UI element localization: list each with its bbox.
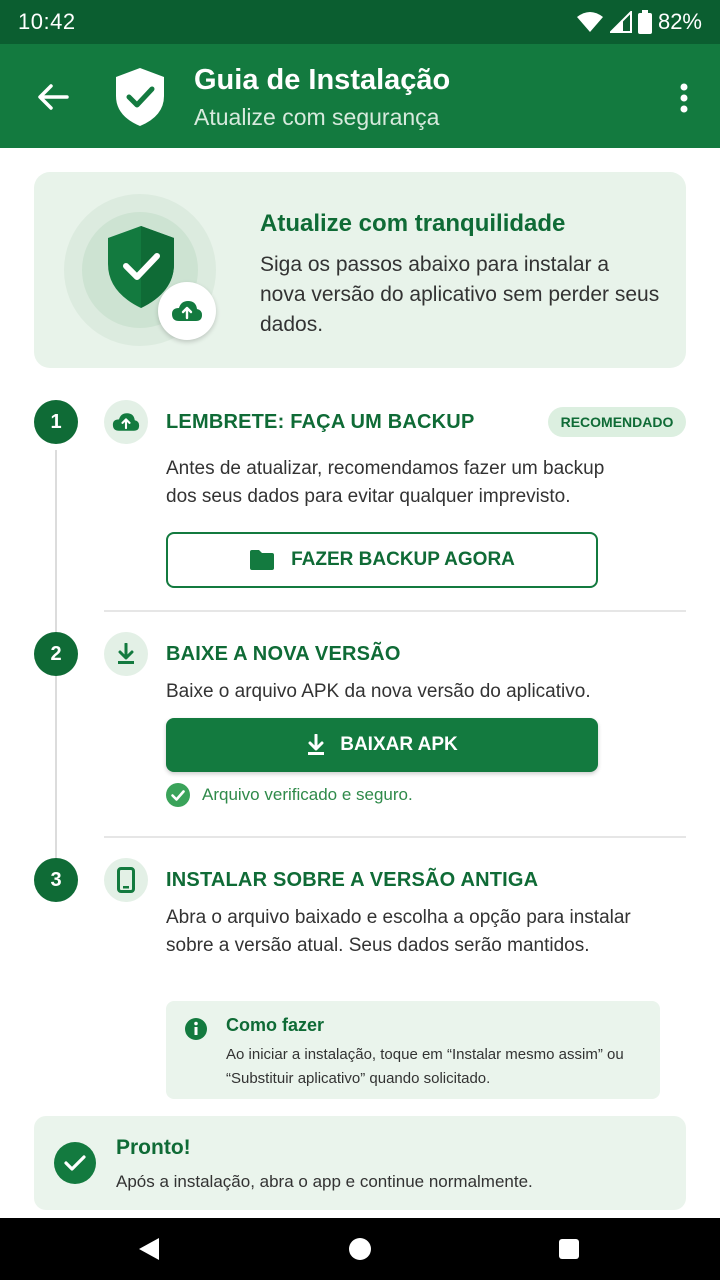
- more-vert-icon: [680, 83, 688, 113]
- step-divider: [104, 836, 686, 838]
- step-divider: [104, 610, 686, 612]
- back-button[interactable]: [30, 74, 76, 120]
- battery-level: 82%: [657, 9, 702, 34]
- nav-recents-button[interactable]: [559, 1239, 579, 1259]
- download-apk-button[interactable]: [166, 718, 598, 772]
- nav-home-button[interactable]: [349, 1238, 371, 1260]
- app-bar: [0, 44, 720, 148]
- arrow-back-icon: [37, 83, 69, 111]
- nav-back-icon[interactable]: [138, 1237, 160, 1261]
- hero-title: Atualize com tranquilidade: [260, 210, 566, 237]
- step-3-icon-wrap: [104, 858, 148, 902]
- step-1-number: 1: [34, 400, 78, 444]
- check-circle-icon: [166, 783, 190, 807]
- cloud-upload-icon: [112, 412, 140, 432]
- step-2-number: 2: [34, 632, 78, 676]
- status-time: 10:42: [18, 9, 76, 34]
- step-2-title: BAIXE A NOVA VERSÃO: [166, 643, 401, 665]
- download-apk-label: BAIXAR APK: [340, 734, 458, 755]
- phone-icon: [117, 867, 135, 893]
- system-nav-bar: [0, 1218, 720, 1280]
- folder-icon: [249, 549, 275, 571]
- hero-card: [34, 172, 686, 368]
- download-icon: [116, 643, 136, 665]
- battery-icon: [638, 10, 652, 34]
- step-2-description: Baixe o arquivo APK da nova versão do aplicativo.: [166, 681, 591, 702]
- info-icon: [184, 1017, 208, 1041]
- more-options-button[interactable]: [672, 78, 696, 118]
- hero-description: Siga os passos abaixo para instalar a nova versão do aplicativo sem perder seus dados.: [260, 253, 660, 336]
- backup-now-button[interactable]: [166, 532, 598, 588]
- step-3-description: Abra o arquivo baixado e escolha a opção para instalar sobre a versão atual. Seus dados serão mantidos.: [166, 907, 631, 956]
- cloud-upload-badge: [158, 282, 216, 340]
- step-1-title: LEMBRETE: FAÇA UM BACKUP: [166, 411, 475, 433]
- step-3-title: INSTALAR SOBRE A VERSÃO ANTIGA: [166, 869, 539, 891]
- verified-notice: [166, 783, 413, 807]
- download-icon: [306, 734, 326, 756]
- page-subtitle: Atualize com segurança: [194, 104, 440, 130]
- wifi-icon: [576, 11, 604, 33]
- done-text: Após a instalação, abra o app e continue normalmente.: [116, 1172, 533, 1191]
- status-icons: [576, 9, 702, 35]
- done-title: Pronto!: [116, 1136, 191, 1159]
- signal-icon: [610, 11, 632, 33]
- step-3-number: 3: [34, 858, 78, 902]
- check-icon: [64, 1154, 86, 1172]
- how-to-text: Ao iniciar a instalação, toque em “Instalar mesmo assim” ou “Substituir aplicativo” quando solicitado.: [226, 1046, 624, 1087]
- how-to-title: Como fazer: [226, 1015, 325, 1035]
- check-circle-icon: [54, 1142, 96, 1184]
- step-1-description: Antes de atualizar, recomendamos fazer um backup dos seus dados para evitar qualquer imprevisto.: [166, 458, 605, 507]
- step-1-icon-wrap: [104, 400, 148, 444]
- status-bar: [0, 0, 720, 44]
- step-2-icon-wrap: [104, 632, 148, 676]
- backup-now-label: FAZER BACKUP AGORA: [291, 549, 515, 570]
- verified-text: Arquivo verificado e seguro.: [202, 785, 413, 804]
- how-to-box: [166, 1001, 660, 1099]
- shield-check-icon: [112, 66, 168, 128]
- page-title: Guia de Instalação: [194, 64, 451, 96]
- recommended-badge: RECOMENDADO: [548, 407, 686, 437]
- done-card: [34, 1116, 686, 1210]
- cloud-upload-icon: [171, 300, 203, 322]
